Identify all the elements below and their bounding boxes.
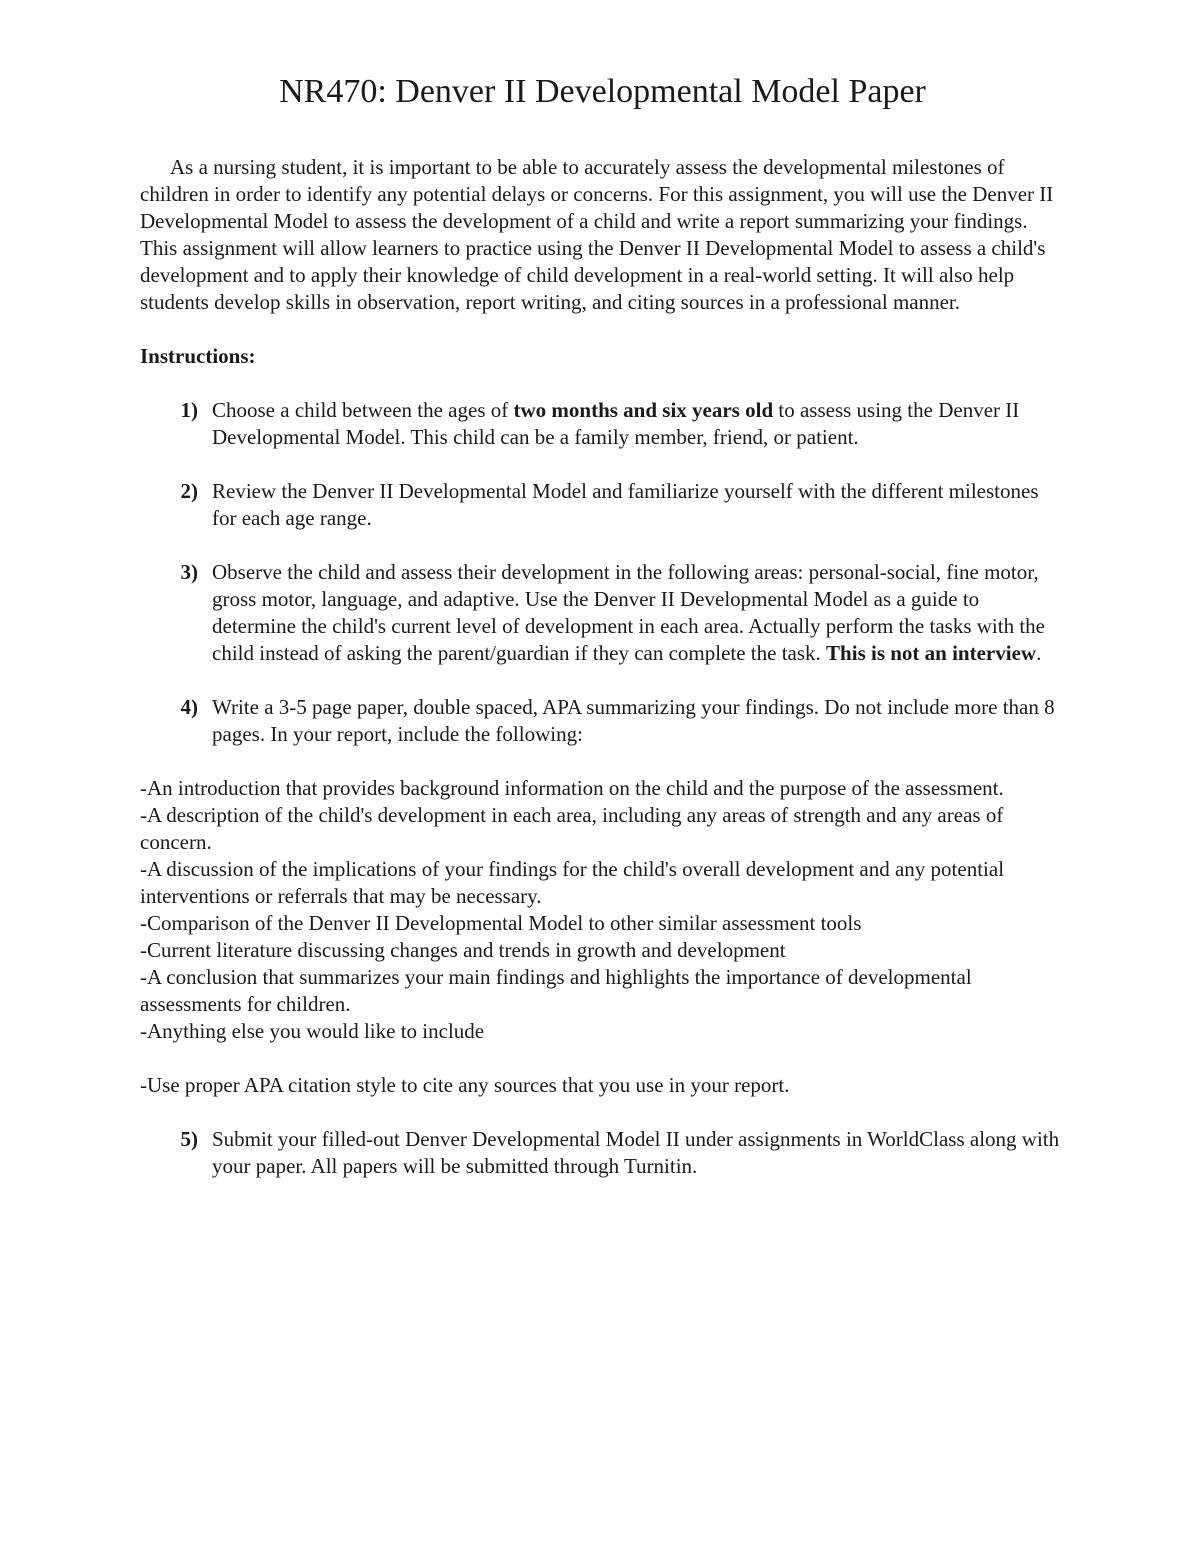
step-number: 1) <box>180 398 198 422</box>
list-item: -Comparison of the Denver II Developmental Model to other similar assessment tools <box>140 911 862 935</box>
instruction-step-4 <box>140 694 1065 748</box>
step-number: 2) <box>180 479 198 503</box>
step-text: Write a 3-5 page paper, double spaced, APA summarizing your findings. Do not include more than 8 pages. In your report, include the following: <box>212 695 1055 746</box>
emphasis-text: This is not an interview <box>826 641 1037 665</box>
step-number: 3) <box>180 560 198 584</box>
report-requirements-list <box>140 775 1065 1045</box>
step-number: 4) <box>180 695 198 719</box>
citation-note: -Use proper APA citation style to cite any sources that you use in your report. <box>140 1073 790 1097</box>
list-item: -An introduction that provides background information on the child and the purpose of the assessment. <box>140 776 1004 800</box>
intro-paragraph: As a nursing student, it is important to be able to accurately assess the developmental milestones of children in order to identify any potential delays or concerns. For this assignment, you will use the Denver II Developmental Model to assess the development of a child and write a report summarizing your findings. This assignment will allow learners to practice using the Denver II Developmental Model to assess a child's development and to apply their knowledge of child development in a real-world setting. It will also help students develop skills in observation, report writing, and citing sources in a professional manner. <box>140 155 1054 314</box>
list-item: -Anything else you would like to include <box>140 1019 485 1043</box>
step-text: Observe the child and assess their development in the following areas: personal-social, fine motor, gross motor, language, and adaptive. Use the Denver II Developmental Model as a guide to determine the child's current level of development in each area. Actually perform the tasks with the child instead of asking the parent/guardian if they can complete the task. This is not an interview. <box>212 560 1045 665</box>
step-text: Submit your filled-out Denver Developmental Model II under assignments in WorldClass along with your paper. All papers will be submitted through Turnitin. <box>212 1127 1060 1178</box>
instruction-step-5 <box>140 1126 1065 1180</box>
list-item: -Current literature discussing changes and trends in growth and development <box>140 938 786 962</box>
instructions-list <box>140 397 1065 748</box>
step-text: Review the Denver II Developmental Model and familiarize yourself with the different milestones for each age range. <box>212 479 1039 530</box>
list-item: -A discussion of the implications of your findings for the child's overall development and any potential interventions or referrals that may be necessary. <box>140 857 1005 908</box>
emphasis-text: two months and six years old <box>513 398 774 422</box>
list-item: -A conclusion that summarizes your main findings and highlights the importance of developmental assessments for children. <box>140 965 972 1016</box>
instruction-step-1 <box>140 397 1065 451</box>
document-title: NR470: Denver II Developmental Model Paper <box>279 73 926 110</box>
instructions-heading: Instructions: <box>140 344 256 368</box>
instruction-step-3 <box>140 559 1065 667</box>
step-number: 5) <box>180 1127 198 1151</box>
step-text: Choose a child between the ages of two months and six years old to assess using the Denver II Developmental Model. This child can be a family member, friend, or patient. <box>212 398 1020 449</box>
list-item: -A description of the child's development in each area, including any areas of strength and any areas of concern. <box>140 803 1004 854</box>
instruction-step-2 <box>140 478 1065 532</box>
document-page <box>140 70 1065 1207</box>
